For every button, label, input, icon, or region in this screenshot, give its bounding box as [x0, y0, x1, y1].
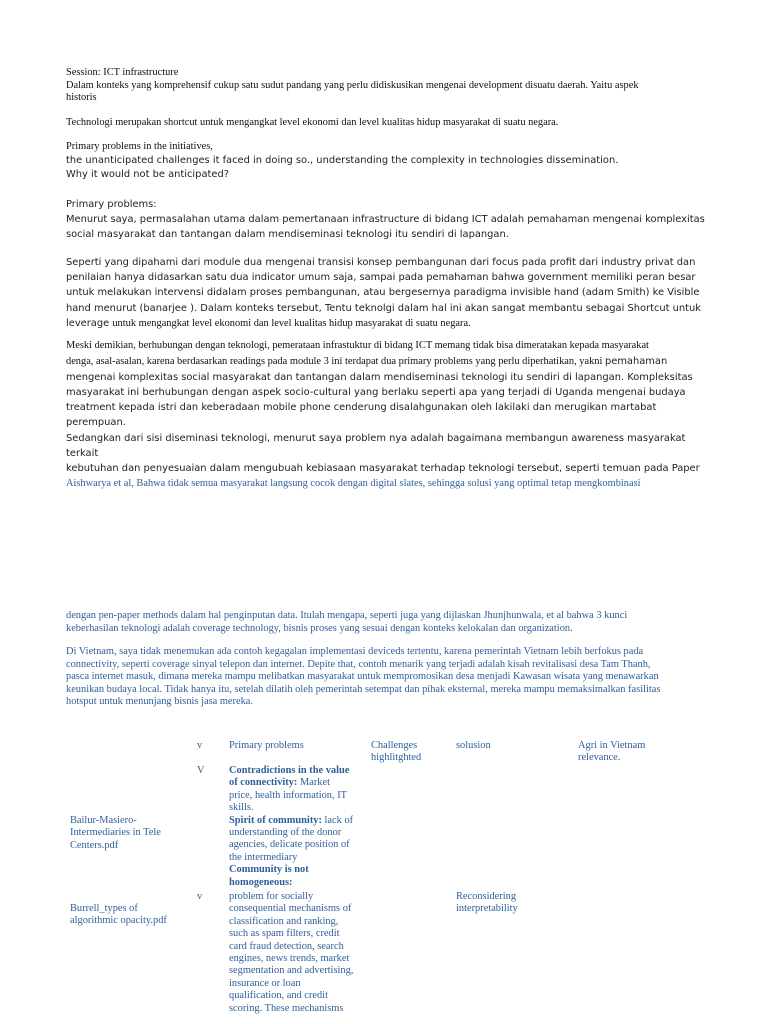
paragraph-line: Seperti yang dipahami dari module dua mengenai transisi konsep pembangunan dari focus pada profit dari industry privat dan	[66, 257, 696, 268]
cell-line: Burrell_types of	[70, 903, 138, 914]
cell-line: such as spam filters, credit	[229, 928, 340, 940]
paragraph-line: pasca internet masuk, dimana mereka mampu melibatkan masyarakat untuk mempromosikan desa menjadi Kawasan wisata yang menawarkan	[66, 671, 659, 683]
paragraph-line	[66, 354, 706, 370]
paragraph-line: treatment kepada istri dan keberadaan mobile phone cenderung disalahgunakan oleh lakilaki dan merugikan martabat perempuan.	[66, 402, 657, 429]
cell-line: qualification, and credit	[229, 990, 328, 1002]
cell-line: consequential mechanisms of	[229, 903, 352, 915]
paragraph-line-serif: denga, asal-asalan, karena berdasarkan readings pada module 3 ini terdapat dua primary problems yang perlu diperhatikan, yakni	[66, 355, 605, 367]
bold-term: of connectivity:	[229, 777, 298, 789]
row1-source-file	[70, 815, 190, 852]
cell-line: engines, news trends, market	[229, 953, 350, 965]
cell-line: understanding of the donor	[229, 827, 342, 839]
row2-primary-problems	[229, 891, 369, 1015]
cell-line: problem for socially	[229, 891, 314, 902]
thesis-text: Technologi merupakan shortcut untuk mengangkat level ekonomi dan level kualitas hidup masyarakat di suatu negara.	[66, 117, 559, 128]
paragraph-line: keberhasilan teknologi adalah coverage technology, bisnis proses yang sesuai dengan konteks kelokalan dan organization.	[66, 622, 573, 634]
paragraph-line: Meski demikian, berhubungan dengan teknologi, pemerataan infrastuktur di bidang ICT memang tidak bisa dimeratakan kepada masyarakat	[66, 340, 649, 351]
cell-line: classification and ranking,	[229, 915, 339, 927]
meski-paragraph	[66, 339, 706, 491]
table-header-agri	[578, 740, 678, 765]
header-line: relevance.	[578, 752, 621, 764]
paragraph-line: kebutuhan dan penyesuaian dalam mengubuah kebiasaan masyarakat terhadap teknologi tersebut, seperti temuan pada Paper	[66, 463, 700, 475]
cell-line	[229, 777, 367, 789]
bold-term: Spirit of community:	[229, 814, 322, 826]
cell-line: Centers.pdf	[70, 839, 119, 851]
row2-solusion	[456, 891, 556, 916]
cell-line: the intermediary	[229, 851, 298, 863]
paragraph-line: connectivity, seperti coverage sinyal telepon dan internet. Depite that, contoh menarik yang terjadi adalah kisah revitalisasi desa Tam Thanh,	[66, 658, 651, 670]
penpaper-paragraph	[66, 610, 706, 635]
thesis-paragraph	[66, 117, 706, 130]
leverage-text: leverage	[66, 317, 113, 329]
paragraph-line	[66, 316, 706, 331]
paragraph-line-sans: pemahaman	[604, 355, 668, 367]
paragraph-line: Sedangkan dari sisi diseminasi teknologi, menurut saya problem nya adalah bagaimana membangun awareness masyarakat terkait	[66, 432, 686, 460]
cell-line: scoring. These mechanisms	[229, 1002, 344, 1014]
primary-problems-paragraph	[66, 197, 706, 243]
header-line: highlitghted	[371, 752, 422, 764]
paragraph-line: masyarakat ini berhubungan dengan aspek socio-cultural yang berlaku seperti apa yang terjadi di Uganda mengenai budaya	[66, 386, 686, 398]
paragraph-line: Di Vietnam, saya tidak menemukan ada contoh kegagalan implementasi deviceds tertentu, karena pemerintah Vietnam lebih berfokus pada	[66, 646, 644, 657]
cell-line: card fraud detection, search	[229, 940, 344, 952]
cell-line	[229, 864, 367, 876]
cell-line: interpretability	[456, 903, 518, 915]
cell-text: Market	[297, 777, 330, 789]
primary-intro-line: Primary problems in the initiatives,	[66, 141, 213, 152]
row2-source-file	[70, 903, 190, 928]
paragraph-line: penilaian hanya didasarkan satu dua indicator umum saja, sampai pada pemahaman bahwa government memiliki peran besar	[66, 272, 696, 284]
cell-text: lack of	[321, 814, 354, 826]
cell-line: insurance or loan	[229, 977, 301, 989]
paragraph-line: hand menurut (banarjee ). Dalam konteks tersebut, Tentu teknolgi dalam hal ini akan sangat membantu sebagai Shortcut untuk	[66, 302, 702, 314]
header-line: Challenges	[371, 740, 418, 751]
table-header-mark: v	[197, 740, 203, 751]
cell-line	[229, 877, 367, 889]
primary-intro-line: Why it would not be anticipated?	[66, 169, 229, 180]
cell-line: agencies, delicate position of	[229, 839, 350, 851]
cell-line: Intermediaries in Tele	[70, 827, 161, 839]
paragraph-line: untuk melakukan intervensi didalam proses pembangunan, atau bergesernya paradigma invisible hand (adam Smith) ke Visible	[66, 287, 700, 299]
row1-primary-problems	[229, 765, 367, 889]
bold-term: Community is not	[229, 864, 309, 876]
paragraph-line: keunikan budaya local. Tidak hanya itu, setelah dilatih oleh pemerintah setempat dan pihak eksternal, mereka mampu memaksimalkan fasilitas	[66, 683, 661, 695]
intro-line: Dalam konteks yang komprehensif cukup satu sudut pandang yang perlu didiskusikan mengenai development disuatu daerah. Yaitu aspek	[66, 79, 639, 91]
cell-line: segmentation and advertising,	[229, 965, 354, 977]
vietnam-paragraph	[66, 646, 716, 709]
bold-term: homogeneous:	[229, 876, 293, 888]
paragraph-line: hotsput untuk menunjang bisnis jasa mereka.	[66, 696, 254, 708]
cell-line	[229, 765, 367, 777]
primary-intro-line: the unanticipated challenges it faced in doing so., understanding the complexity in technologies dissemination.	[66, 154, 619, 166]
thesis-echo-text: untuk mengangkat level ekonomi dan level kualitas hidup masyarakat di suatu negara.	[112, 317, 471, 329]
intro-line: historis	[66, 92, 97, 104]
session-title: Session: ICT infrastructure	[66, 67, 179, 78]
table-header-primary: Primary problems	[229, 740, 304, 751]
header-line: Agri in Vietnam	[578, 740, 646, 751]
primary-intro	[66, 141, 706, 182]
cell-line: Bailur-Masiero-	[70, 815, 137, 826]
paragraph-line: mengenai komplexitas social masyarakat dan tantangan dalam mendiseminasi teknologi itu sendiri di lapangan. Kompleksitas	[66, 371, 693, 383]
paragraph-line: Aishwarya et al, Bahwa tidak semua masyarakat langsung cocok dengan digital slates, sehingga solusi yang optimal tetap mengkombinasi	[66, 477, 641, 489]
cell-line: algorithmic opacity.pdf	[70, 915, 167, 927]
paragraph-line: social masyarakat dan tantangan dalam mendiseminasi teknologi itu sendiri di lapangan.	[66, 229, 509, 241]
cell-line: Reconsidering	[456, 891, 517, 902]
table-header-challenges	[371, 740, 441, 765]
module-paragraph	[66, 255, 706, 331]
table-header-solusion: solusion	[456, 740, 491, 751]
row-mark: V	[197, 765, 205, 776]
session-header	[66, 67, 706, 105]
bold-term: Contradictions in the value	[229, 765, 350, 776]
primary-problems-heading: Primary problems:	[66, 199, 157, 210]
cell-line: skills.	[229, 802, 254, 814]
row-mark: v	[197, 891, 203, 902]
paragraph-line: Menurut saya, permasalahan utama dalam pemertanaan infrastructure di bidang ICT adalah pemahaman mengenai komplexitas	[66, 214, 705, 226]
cell-line: price, health information, IT	[229, 789, 348, 801]
paragraph-line: dengan pen-paper methods dalam hal penginputan data. Itulah mengapa, seperti juga yang dijlaskan Jhunjhunwala, et al bahwa 3 kunci	[66, 610, 628, 621]
cell-line	[229, 815, 367, 827]
